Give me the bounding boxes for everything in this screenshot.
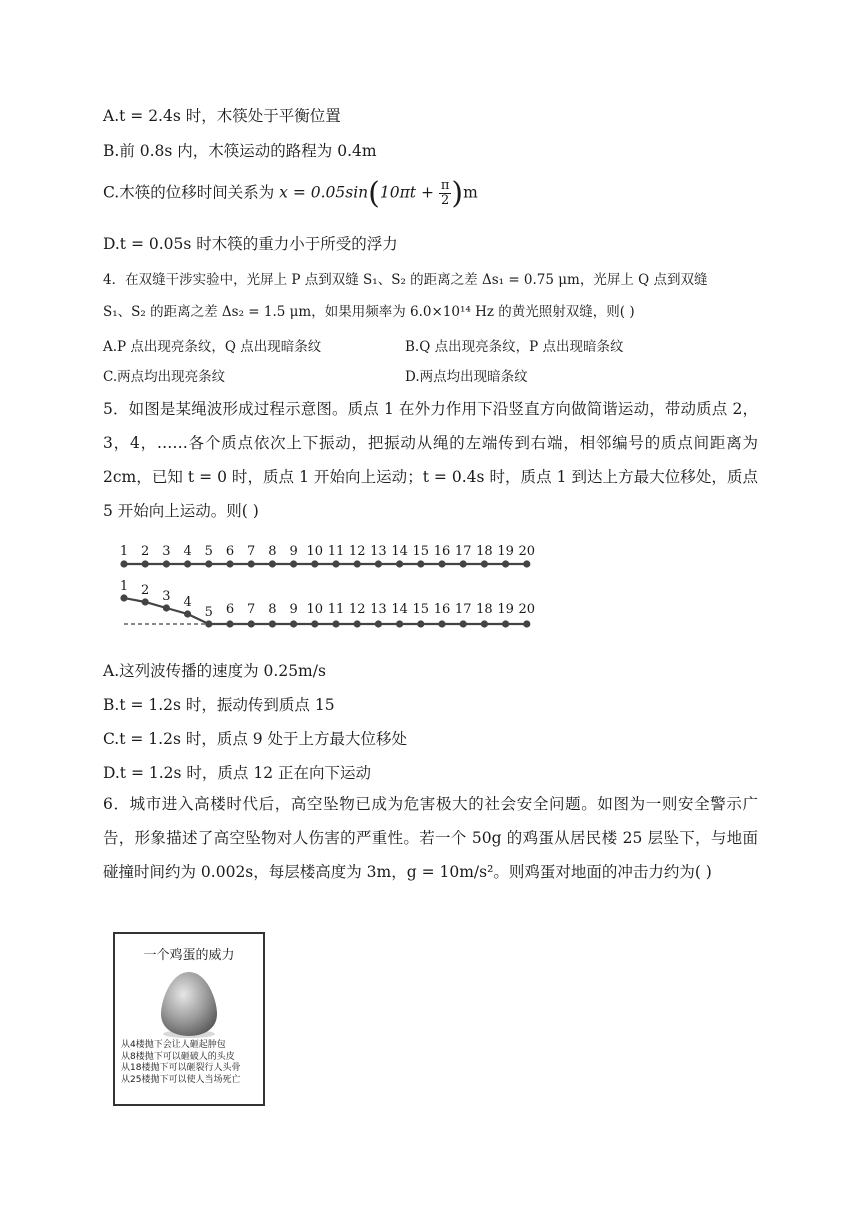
- rope-particle: [290, 560, 297, 567]
- rope-particle: [184, 560, 191, 567]
- particle-label: 12: [348, 544, 366, 559]
- particle-label: 17: [454, 544, 472, 559]
- particle-label: 18: [476, 544, 493, 559]
- rope-particle: [311, 620, 318, 627]
- poster-title: 一个鸡蛋的威力: [143, 948, 235, 963]
- particle-label: 10: [306, 544, 324, 559]
- particle-label: 2: [141, 583, 150, 598]
- particle-label: 2: [141, 544, 150, 559]
- q3-option-c-formula-left: x = 0.05sin: [279, 183, 369, 202]
- rope-particle: [375, 620, 382, 627]
- particle-label: 3: [162, 544, 171, 559]
- particle-label: 8: [268, 544, 277, 559]
- rope-particle: [332, 620, 339, 627]
- q4-stem-line1: 4．在双缝干涉实验中，光屏上 P 点到双缝 S₁、S₂ 的距离之差 Δs₁ = 0.75 μm，光屏上 Q 点到双缝: [103, 272, 708, 288]
- particle-label: 3: [162, 589, 171, 604]
- rope-particle: [163, 560, 170, 567]
- particle-label: 4: [183, 595, 192, 610]
- rope-particle: [184, 610, 191, 617]
- particle-label: 11: [327, 602, 345, 617]
- q4-option-b: B.Q 点出现亮条纹，P 点出现暗条纹: [405, 339, 624, 355]
- q5-option-b: B.t = 1.2s 时，振动传到质点 15: [103, 696, 335, 714]
- particle-label: 14: [391, 544, 408, 559]
- particle-label: 14: [391, 602, 408, 617]
- rope-particle: [417, 560, 424, 567]
- q3-option-b: B.前 0.8s 内，木筷运动的路程为 0.4m: [103, 142, 377, 160]
- q4-stem-line2: S₁、S₂ 的距离之差 Δs₂ = 1.5 μm，如果用频率为 6.0×10¹⁴ Hz 的黄光照射双缝，则( ): [103, 304, 635, 320]
- rope-particle: [226, 620, 233, 627]
- rope-particle: [142, 598, 149, 605]
- q5-option-d: D.t = 1.2s 时，质点 12 正在向下运动: [103, 764, 371, 782]
- rope-particle: [438, 560, 445, 567]
- q3-option-a: A.t = 2.4s 时，木筷处于平衡位置: [103, 107, 341, 125]
- poster-line: 从8楼抛下可以砸破人的头皮: [121, 1051, 235, 1062]
- rope-particle: [354, 620, 361, 627]
- rope-particle: [354, 560, 361, 567]
- rope-particle: [396, 560, 403, 567]
- rope-particle: [332, 560, 339, 567]
- rope-particle: [460, 620, 467, 627]
- particle-label: 11: [327, 544, 345, 559]
- rope-particle: [502, 620, 509, 627]
- rope-particle: [438, 620, 445, 627]
- rope-particle: [396, 620, 403, 627]
- particle-label: 19: [497, 544, 514, 559]
- particle-label: 6: [225, 544, 235, 559]
- particle-label: 13: [370, 544, 387, 559]
- rope-particle: [226, 560, 233, 567]
- rope-particle: [460, 560, 467, 567]
- poster-line: 从18楼抛下可以砸裂行人头骨: [121, 1063, 241, 1073]
- particle-label: 13: [370, 602, 387, 617]
- q3-option-c-fraction: [439, 179, 452, 208]
- particle-label: 1: [119, 579, 129, 594]
- rope-particle: [502, 560, 509, 567]
- rope-particle: [205, 560, 212, 567]
- particle-label: 8: [268, 602, 277, 617]
- particle-label: 9: [289, 602, 298, 617]
- rope-particle: [163, 604, 170, 611]
- particle-label: 1: [119, 544, 129, 559]
- rope-particle: [523, 560, 530, 567]
- particle-label: 7: [247, 544, 256, 559]
- poster-lines: [121, 1040, 240, 1086]
- particle-label: 9: [289, 544, 298, 559]
- rope-particle: [248, 560, 255, 567]
- rope-particle: [142, 560, 149, 567]
- q3-option-c-prefix: C.木筷的位移时间关系为: [103, 183, 280, 202]
- particle-label: 7: [247, 602, 256, 617]
- poster-line: 从4楼抛下会让人砸起肿包: [121, 1040, 226, 1050]
- particle-label: 10: [306, 602, 324, 617]
- right-paren-icon: ): [451, 176, 464, 211]
- q5-stem: 5．如图是某绳波形成过程示意图。质点 1 在外力作用下沿竖直方向做简谐运动，带动质点 2，3，4，……各个质点依次上下振动，把振动从绳的左端传到右端，相邻编号的质点间距离为 2cm，已知 t = 0 时，质点 1 开始向上运动；t = 0.4s 时，质点 1 到达上方最大位移处，质点 5 开始向上运动。则( ): [103, 400, 758, 520]
- poster-line: 从25楼抛下可以使人当场死亡: [121, 1074, 241, 1085]
- rope-particle: [375, 560, 382, 567]
- q3-option-c-unit: m: [463, 183, 478, 202]
- particle-label: 20: [518, 544, 536, 559]
- rope-particle: [481, 620, 488, 627]
- q4-option-d: D.两点均出现暗条纹: [405, 369, 528, 385]
- particle-label: 16: [433, 602, 451, 617]
- particle-label: 19: [497, 602, 514, 617]
- rope-wave-figure: [110, 538, 540, 634]
- q5-option-a: A.这列波传播的速度为 0.25m/s: [103, 662, 326, 680]
- q3-option-c: [103, 176, 478, 211]
- rope-wave-state: [120, 579, 535, 628]
- rope-particle: [311, 560, 318, 567]
- particle-label: 15: [412, 602, 430, 617]
- rope-particle: [269, 620, 276, 627]
- q3-option-d: D.t = 0.05s 时木筷的重力小于所受的浮力: [103, 235, 398, 253]
- q4-option-a: A.P 点出现亮条纹，Q 点出现暗条纹: [103, 339, 322, 355]
- rope-particle: [523, 620, 530, 627]
- q3-option-c-formula-inner: 10πt +: [379, 183, 439, 202]
- rope-particle: [269, 560, 276, 567]
- particle-label: 15: [412, 544, 430, 559]
- fraction-numerator: π: [440, 178, 450, 193]
- rope-particle: [248, 620, 255, 627]
- particle-label: 5: [204, 544, 213, 559]
- left-paren-icon: (: [368, 176, 380, 211]
- rope-particle: [290, 620, 297, 627]
- particle-label: 12: [348, 602, 366, 617]
- particle-label: 20: [518, 602, 536, 617]
- particle-label: 4: [183, 544, 192, 559]
- particle-label: 17: [454, 602, 472, 617]
- rope-particle: [120, 594, 127, 601]
- q5-option-c: C.t = 1.2s 时，质点 9 处于上方最大位移处: [103, 730, 408, 748]
- rope-particle: [120, 560, 127, 567]
- q6-stem: 6．城市进入高楼时代后，高空坠物已成为危害极大的社会安全问题。如图为一则安全警示广告，形象描述了高空坠物对人伤害的严重性。若一个 50g 的鸡蛋从居民楼 25 层坠下，与地面碰撞时间约为 0.002s，每层楼高度为 3m，g = 10m/s²。则鸡蛋对地面的冲击力约为( ): [103, 795, 758, 881]
- rope-initial-state: [120, 544, 535, 568]
- particle-label: 16: [433, 544, 451, 559]
- rope-particle: [417, 620, 424, 627]
- egg-icon: [115, 962, 263, 1042]
- rope-particle: [205, 620, 212, 627]
- particle-label: 6: [225, 602, 235, 617]
- particle-label: 5: [204, 605, 213, 620]
- rope-particle: [481, 560, 488, 567]
- egg-warning-poster: [113, 932, 265, 1106]
- fraction-denominator: 2: [441, 193, 450, 208]
- particle-label: 18: [476, 602, 493, 617]
- q4-option-c: C.两点均出现亮条纹: [103, 369, 226, 385]
